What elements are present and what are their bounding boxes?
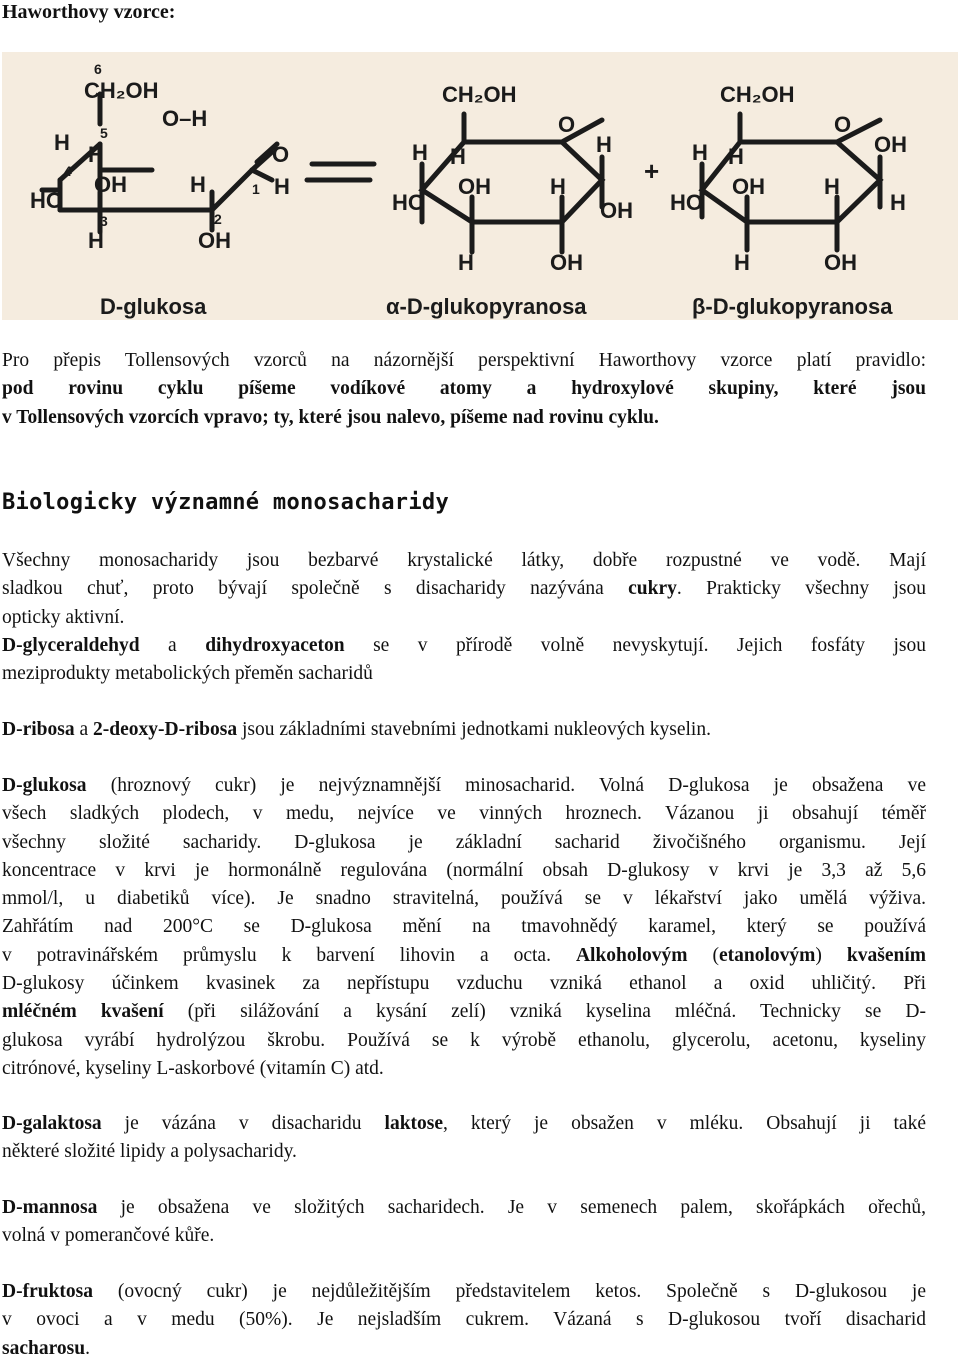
oh-label: OH (600, 198, 633, 223)
text-line: D-glukosa (hroznový cukr) je nejvýznamnější minosacharid. Volná D-glukosa je obsažena ve (2, 775, 926, 796)
text-line: mléčném kvašení (při silážování a kysání zelí) vzniká kyselina mléčná. Technicky se D- (2, 1001, 926, 1023)
caption-alpha: α-D-glukopyranosa (386, 294, 587, 319)
text-line: opticky aktivní. (2, 606, 125, 628)
oh-label: OH (732, 174, 765, 199)
paragraph-galaktosa (2, 1110, 926, 1167)
intro-line-bold: pod rovinu cyklu píšeme vodíkové atomy a hydroxylové skupiny, které jsou (2, 378, 926, 400)
h-label: H (88, 228, 104, 253)
text-line: D-ribosa a 2-deoxy-D-ribosa jsou základními stavebními jednotkami nukleových kyselin. (2, 719, 711, 740)
carbon-number-4: 4 (64, 163, 72, 179)
paragraph-ribosa (2, 716, 926, 744)
ho-label: HO (670, 190, 703, 215)
h-label: H (734, 250, 750, 275)
ho-label: HO (30, 188, 63, 213)
section-heading: Biologicky významné monosacharidy (2, 490, 449, 515)
h-label: H (728, 144, 744, 169)
text-line: mmol/l, u diabetiků více). Je snadno stravitelná, používá se v lékařství jako umělá výživa. (2, 888, 926, 910)
h-label: H (596, 132, 612, 157)
text-line: všechny složité sacharidy. D-glukosa je základní sacharid živočišného organismu. Její (2, 831, 926, 853)
text-line: sacharosu. (2, 1337, 90, 1359)
ring-oxygen-label: O (558, 112, 576, 137)
o-label: O (272, 142, 290, 167)
oh-label: OH (550, 250, 583, 275)
text-line: D-glyceraldehyd a dihydroxyaceton se v přírodě volně nevyskytují. Jejich fosfáty jsou (2, 635, 927, 656)
paragraph-glyceraldehyd (2, 632, 926, 689)
text-line: Všechny monosacharidy jsou bezbarvé krystalické látky, dobře rozpustné ve vodě. Mají (2, 550, 926, 571)
text-line: v ovoci a v medu (50%). Je nejsladším cukrem. Vázaná s D-glukosou tvoří disacharid (2, 1309, 926, 1331)
haworth-figure (2, 52, 958, 320)
carbon-number-5: 5 (100, 125, 108, 141)
text-line: volná v pomerančové kůře. (2, 1225, 215, 1247)
text-line: Zahřátím nad 200°C se D-glukosa mění na tmavohnědý karamel, který se používá (2, 916, 926, 938)
h-label: H (412, 140, 428, 165)
ho-label: HO (392, 190, 425, 215)
intro-line: Pro přepis Tollensových vzorců na názornější perspektivní Haworthovy vzorce platí pravidlo: (2, 350, 926, 371)
carbon-number-6: 6 (94, 61, 102, 77)
text-line: D-galaktosa je vázána v disacharidu laktose, který je obsažen v mléku. Obsahují ji také (2, 1113, 926, 1134)
text-line: všech sladkých plodech, v medu, nejvíce ve vinných hroznech. Vázanou ji obsahují téměř (2, 803, 926, 825)
oh-label: OH (458, 174, 491, 199)
text-line: meziprodukty metabolických přeměn sacharidů (2, 663, 373, 685)
caption-d-glukosa: D-glukosa (100, 294, 207, 319)
ch2oh-label: CH₂OH (442, 82, 517, 107)
h-label: H (274, 174, 290, 199)
paragraph-mannosa (2, 1194, 926, 1251)
text-line: v potravinářském průmyslu k barvení lihovin a octa. Alkoholovým (etanolovým) kvašením (2, 944, 926, 966)
h-label: H (824, 174, 840, 199)
plus-sign: + (644, 156, 660, 186)
text-line: sladkou chuť, proto bývají společně s disacharidy nazývána cukry. Prakticky všechny jsou (2, 578, 926, 600)
ch2oh-label: CH₂OH (720, 82, 795, 107)
h-label: H (692, 140, 708, 165)
h-label: H (190, 172, 206, 197)
oh-label: O–H (162, 106, 208, 131)
text-line: D-glukosy účinkem kvasinek za nepřístupu vzduchu vzniká ethanol a oxid uhličitý. Při (2, 973, 926, 995)
h-label: H (458, 250, 474, 275)
intro-line-bold: v Tollensových vzorcích vpravo; ty, které jsou nalevo, píšeme nad rovinu cyklu. (2, 406, 659, 428)
text-line: D-mannosa je obsažena ve složitých sacharidech. Je v semenech palem, skořápkách ořechů, (2, 1197, 926, 1218)
carbon-number-1: 1 (252, 181, 260, 197)
ring-oxygen-label: O (834, 112, 852, 137)
text-line: některé složité lipidy a polysacharidy. (2, 1141, 297, 1163)
oh-label: OH (874, 132, 907, 157)
text-line: glukosa vyrábí hydrolýzou škrobu. Používá se k výrobě ethanolu, glycerolu, acetonu, kyseliny (2, 1029, 926, 1051)
text-line: koncentrace v krvi je hormonálně regulována (normální obsah D-glukosy v krvi je 3,3 až 5,6 (2, 859, 926, 881)
ch2oh-label: CH₂OH (84, 78, 159, 103)
intro-paragraph (2, 347, 926, 432)
carbon-number-3: 3 (100, 213, 108, 229)
carbon-number-2: 2 (214, 211, 222, 227)
h-label: H (450, 144, 466, 169)
text-line: D-fruktosa (ovocný cukr) je nejdůležitějším představitelem ketos. Společně s D-glukosou je (2, 1281, 926, 1302)
paragraph-glukosa (2, 772, 926, 1083)
h-label: H (54, 130, 70, 155)
paragraph-properties (2, 547, 926, 632)
page-title: Haworthovy vzorce: (2, 1, 176, 23)
haworth-diagram (2, 52, 958, 320)
text-line: citrónové, kyseliny L-askorbové (vitamín C) atd. (2, 1057, 384, 1079)
oh-label: OH (824, 250, 857, 275)
h-label: H (88, 142, 104, 167)
oh-label: OH (198, 228, 231, 253)
oh-label: OH (94, 172, 127, 197)
caption-beta: β-D-glukopyranosa (692, 294, 893, 319)
paragraph-fruktosa (2, 1278, 926, 1363)
h-label: H (890, 190, 906, 215)
h-label: H (550, 174, 566, 199)
